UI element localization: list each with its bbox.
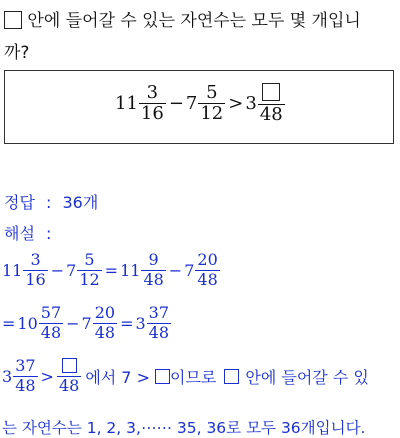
blank-box-icon <box>262 83 280 101</box>
minus-sign: − <box>168 93 184 115</box>
mixed-whole: 7 <box>185 93 198 115</box>
explanation-label-line <box>4 221 51 244</box>
explanation-step-3: 3 $\frac{37}{48}$ > 48 에서 7 > 이므로 안에 들어갈 수 있 <box>2 356 369 395</box>
explanation-label: 해설 <box>4 224 35 243</box>
blank-box-icon <box>155 369 170 384</box>
answer-label: 정답 <box>4 193 35 212</box>
mixed-whole: 11 <box>115 93 138 115</box>
greater-than-sign: > <box>228 93 244 115</box>
mixed-whole: 3 <box>245 93 257 115</box>
answer-line <box>4 190 98 213</box>
explanation-colon: : <box>46 224 52 243</box>
answer-value: 36개 <box>62 193 99 212</box>
fraction-with-blank: 48 <box>258 83 285 125</box>
problem-expression <box>115 83 286 125</box>
question-line-2: 까? <box>4 43 30 63</box>
problem-box <box>4 70 394 144</box>
fraction: $\frac{3}{16}$ <box>140 81 164 125</box>
answer-colon: : <box>46 193 52 212</box>
explanation-conclusion: 는 자연수는 1, 2, 3,⋯⋯ 35, 36로 모두 36개입니다. <box>2 419 366 437</box>
blank-box-icon <box>62 358 77 373</box>
question-line-1 <box>4 6 361 31</box>
fraction: $\frac{5}{12}$ <box>200 81 224 125</box>
question-text-1: 안에 들어갈 수 있는 자연수는 모두 몇 개입니 <box>27 11 361 31</box>
blank-box-icon <box>4 11 22 29</box>
explanation-step-1: 11 $\frac{3}{16}$ − 7 $\frac{5}{12}$ = 11 $\frac{9}{48}$ − 7 $\frac{20}{48}$ <box>2 250 218 289</box>
blank-box-icon <box>224 369 239 384</box>
explanation-step-2: = 10 $\frac{57}{48}$ − 7 $\frac{20}{48}$ = 3 $\frac{37}{48}$ <box>2 303 170 342</box>
